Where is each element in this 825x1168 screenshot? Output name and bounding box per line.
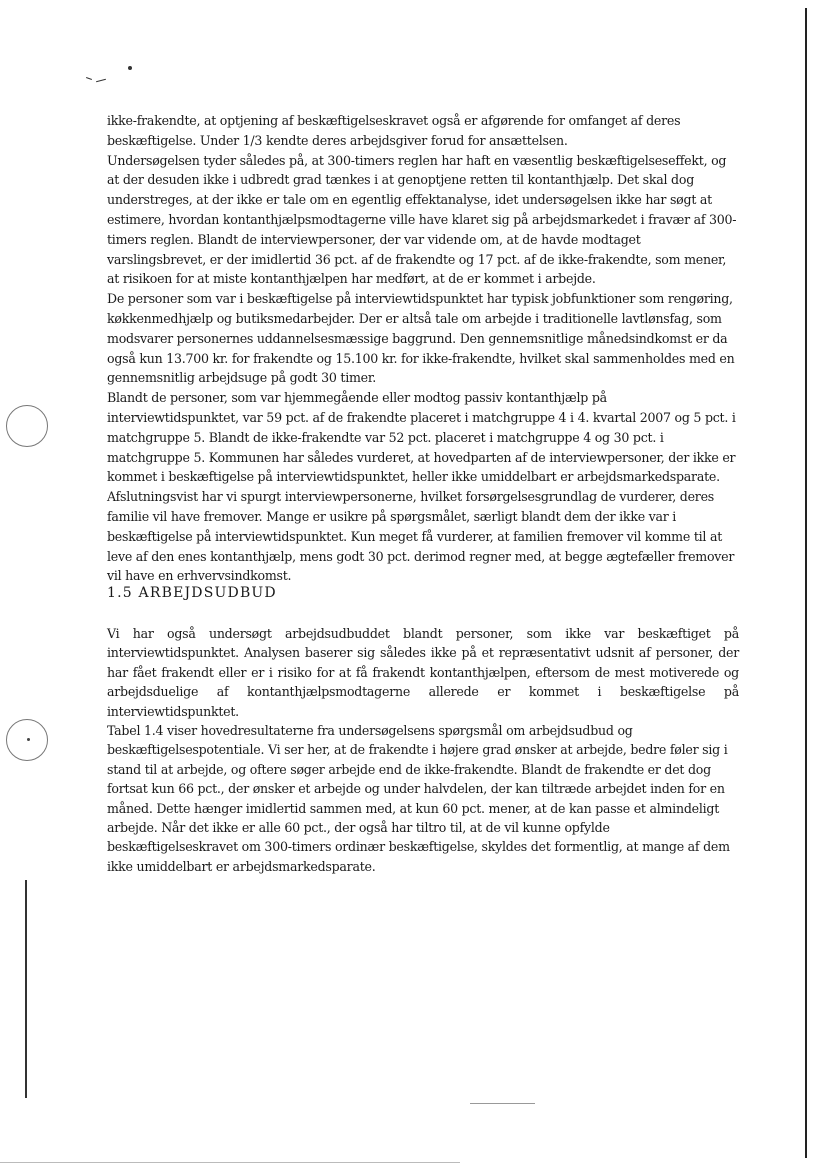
scan-margin-line [25, 880, 27, 1098]
scan-edge-line [805, 8, 807, 1158]
punch-hole-icon [6, 719, 48, 761]
paragraph: Vi har også undersøgt arbejdsudbuddet blandt personer, som ikke var beskæftiget på interviewtidspunktet. Analysen baserer sig således ikke på et repræsentativt udsnit af personer, der har fået frakendt eller er i risiko for at få frakendt kontanthjælpen, eftersom de mest motiverede og arbejdsduelige af kontanthjælpsmodtagerne allerede er kommet i beskæftigelse på interviewtidspunktet. [107, 626, 739, 719]
body-text-top [107, 111, 739, 586]
paragraph: Undersøgelsen tyder således på, at 300-timers reglen har haft en væsentlig beskæftigelseseffekt, og at der desuden ikke i udbredt grad tænkes i at genoptjene retten til kontanthjælp. Det skal dog understreges, at der ikke er tale om en egentlig effektanalyse, idet undersøgelsen ikke har søgt at estimere, hvordan kontanthjælpsmodtagerne ville have klaret sig på arbejdsmarkedet i fravær af 300-timers reglen. Blandt de interviewpersoner, der var vidende om, at de havde modtaget varslingsbrevet, er der imidlertid 36 pct. af de frakendte og 17 pct. af de ikke-frakendte, som mener, at risikoen for at miste kontanthjælpen har medført, at de er kommet i arbejde. [107, 152, 737, 287]
section-title: ARBEJDSUDBUD [138, 585, 277, 601]
scan-speck [128, 66, 132, 70]
paragraph: ikke-frakendte, at optjening af beskæftigelseskravet også er afgørende for omfanget af deres beskæftigelse. Under 1/3 kendte deres arbejdsgiver forud for ansættelsen. [107, 113, 681, 148]
scan-bottom-dash [470, 1103, 535, 1104]
section-heading [107, 585, 277, 601]
paragraph: De personer som var i beskæftigelse på interviewtidspunktet har typisk jobfunktioner som rengøring, køkkenmedhjælp og butiksmedarbejder. Der er altså tale om arbejde i traditionelle lavtlønsfag, som modsvarer personernes uddannelsesmæssige baggrund. Den gennemsnitlige månedsindkomst er da også kun 13.700 kr. for frakendte og 15.100 kr. for ikke-frakendte, hvilket skal sammenholdes med en gennemsnitlig arbejdsuge på godt 30 timer. [107, 291, 735, 386]
punch-hole-icon [6, 405, 48, 447]
body-text-bottom [107, 624, 739, 876]
scan-speck [86, 77, 92, 80]
punch-dot [27, 738, 30, 741]
scan-bottom-line [0, 1162, 460, 1163]
paragraph: Blandt de personer, som var hjemmegående eller modtog passiv kontanthjælp på interviewtidspunktet, var 59 pct. af de frakendte placeret i matchgruppe 4 i 4. kvartal 2007 og 5 pct. i matchgruppe 5. Blandt de ikke-frakendte var 52 pct. placeret i matchgruppe 4 og 30 pct. i matchgruppe 5. Kommunen har således vurderet, at hovedparten af de interviewpersoner, der ikke er kommet i beskæftigelse på interviewtidspunktet, heller ikke umiddelbart er arbejdsmarkedsparate. [107, 390, 736, 485]
paragraph: Tabel 1.4 viser hovedresultaterne fra undersøgelsens spørgsmål om arbejdsudbud og beskæftigelsespotentiale. Vi ser her, at de frakendte i højere grad ønsker at arbejde, bedre føler sig i stand til at arbejde, og oftere søger arbejde end de ikke-frakendte. Blandt de frakendte er det dog fortsat kun 66 pct., der ønsker et arbejde og under halvdelen, der kan tiltræde arbejdet inden for en måned. Dette hænger imidlertid sammen med, at kun 60 pct. mener, at de kan passe et almindeligt arbejde. Når det ikke er alle 60 pct., der også har tiltro til, at de vil kunne opfylde beskæftigelseskravet om 300-timers ordinær beskæftigelse, skyldes det formentlig, at mange af dem ikke umiddelbart er arbejdsmarkedsparate. [107, 723, 730, 874]
paragraph: Afslutningsvist har vi spurgt interviewpersonerne, hvilket forsørgelsesgrundlag de vurderer, deres familie vil have fremover. Mange er usikre på spørgsmålet, særligt blandt dem der ikke var i beskæftigelse på interviewtidspunktet. Kun meget få vurderer, at familien fremover vil komme til at leve af den enes kontanthjælp, mens godt 30 pct. derimod regner med, at begge ægtefæller fremover vil have en erhvervsindkomst. [107, 489, 735, 584]
section-number: 1.5 [107, 585, 133, 601]
scan-speck [96, 79, 106, 83]
